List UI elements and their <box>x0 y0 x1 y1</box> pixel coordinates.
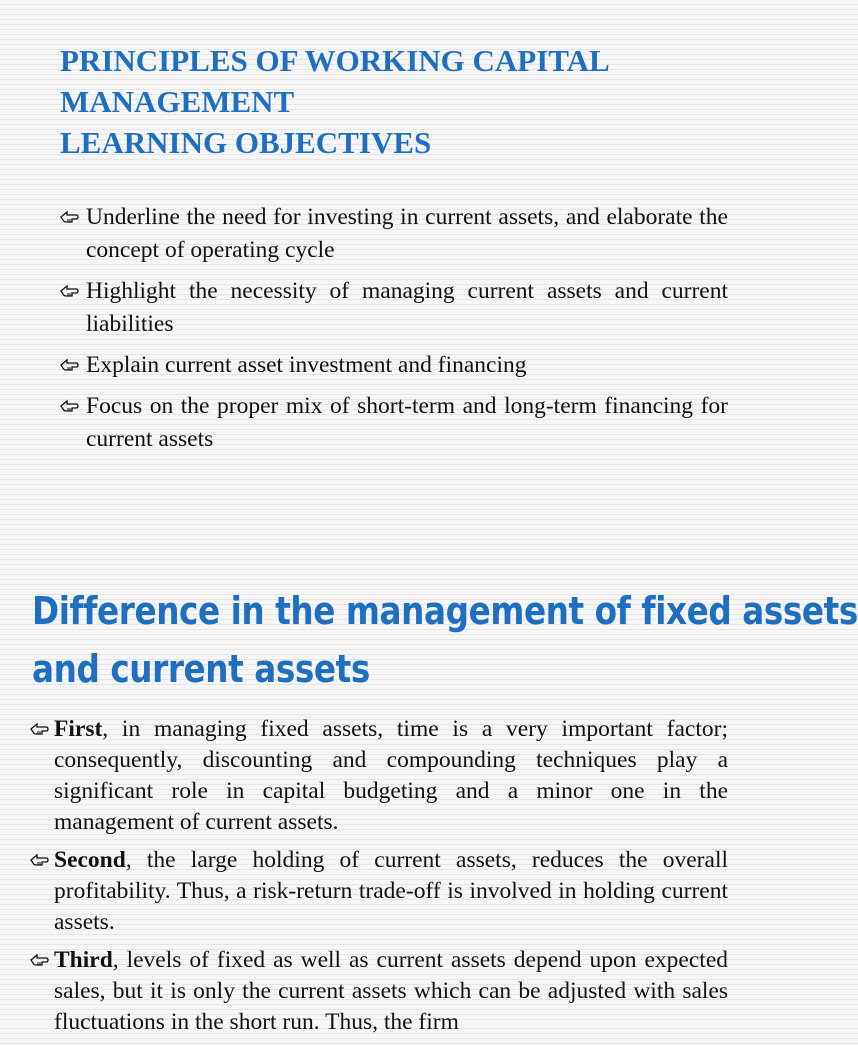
pointing-hand-icon <box>60 282 80 300</box>
point-lead: Third <box>54 947 113 973</box>
objective-text: Highlight the necessity of managing current assets and current liabilities <box>86 278 728 337</box>
objective-text: Explain current asset investment and financing <box>86 352 527 378</box>
title-line: and current assets <box>32 647 370 691</box>
objective-text: Focus on the proper mix of short-term and long-term financing for current assets <box>86 393 728 452</box>
objectives-list <box>60 201 728 464</box>
point-lead: Second <box>54 847 126 873</box>
title-line: LEARNING OBJECTIVES <box>60 125 432 160</box>
pointing-hand-icon <box>30 951 50 969</box>
point-text: , the large holding of current assets, reduces the overall profitability. Thus, a risk-return trade-off is involved in holding current assets. <box>54 847 728 935</box>
point-text: , levels of fixed as well as current assets depend upon expected sales, but it is only the current assets which can be adjusted with sales fluctuations in the short run. Thus, the firm <box>54 947 728 1035</box>
title-line: Difference in the management of fixed assets <box>32 589 858 633</box>
objective-text: Underline the need for investing in current assets, and elaborate the concept of operating cycle <box>86 204 728 263</box>
list-item <box>30 945 728 1038</box>
point-text: , in managing fixed assets, time is a very important factor; consequently, discounting and compounding techniques play a significant role in capital budgeting and a minor one in the management of current assets. <box>54 716 728 835</box>
list-item <box>30 714 728 838</box>
list-item <box>60 390 728 456</box>
slide-title <box>60 40 720 163</box>
point-lead: First <box>54 716 103 742</box>
pointing-hand-icon <box>60 356 80 374</box>
list-item <box>60 201 728 267</box>
pointing-hand-icon <box>30 720 50 738</box>
pointing-hand-icon <box>60 397 80 415</box>
slide-difference-management <box>0 560 858 1035</box>
pointing-hand-icon <box>30 851 50 869</box>
list-item <box>30 845 728 938</box>
list-item <box>60 275 728 341</box>
slide-title <box>32 582 858 698</box>
title-line: PRINCIPLES OF WORKING CAPITAL <box>60 43 610 78</box>
slide-learning-objectives <box>0 0 768 545</box>
points-list <box>30 714 728 1045</box>
list-item <box>60 349 728 382</box>
pointing-hand-icon <box>60 208 80 226</box>
title-line: MANAGEMENT <box>60 84 295 119</box>
